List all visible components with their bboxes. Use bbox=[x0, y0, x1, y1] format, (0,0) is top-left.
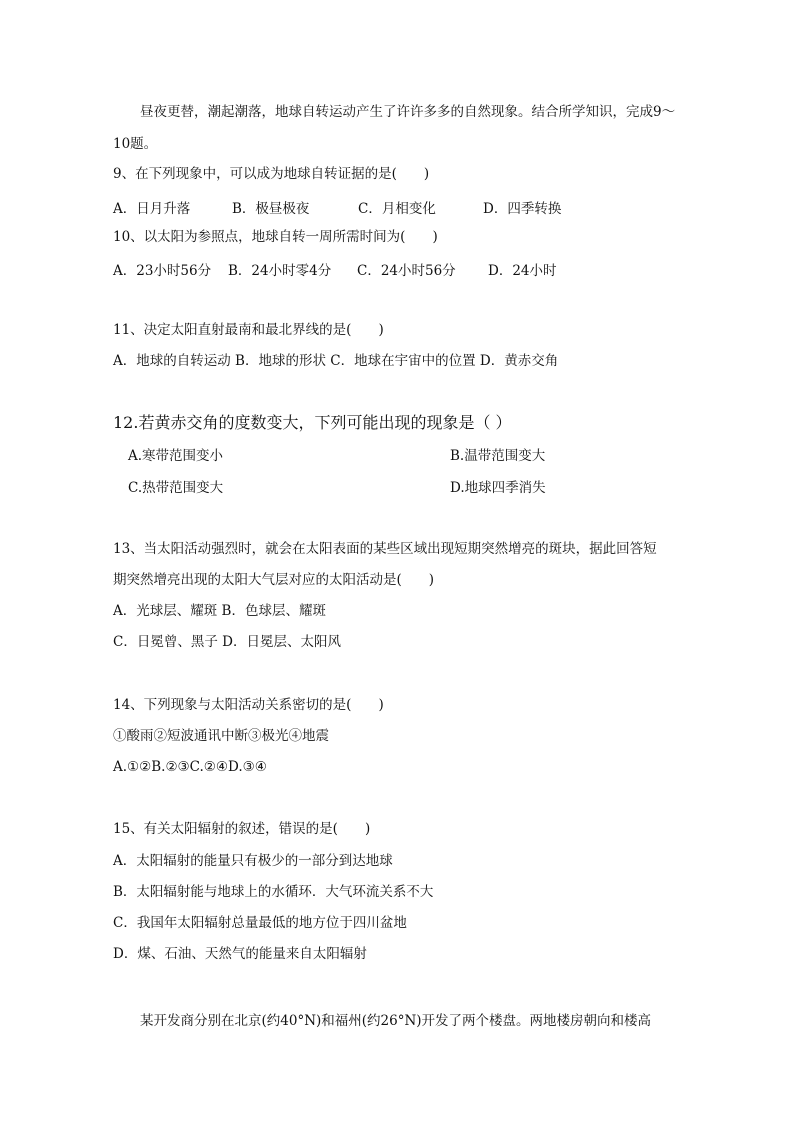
q15-option-c: C．我国年太阳辐射总量最低的地方位于四川盆地 bbox=[113, 915, 407, 931]
q9-option-d: D．四季转换 bbox=[483, 201, 562, 217]
q10-option-a: A．23小时56分 bbox=[113, 263, 212, 279]
q12-option-c: C.热带范围变大 bbox=[128, 480, 224, 496]
q9-option-a: A．日月升落 bbox=[113, 201, 191, 217]
q15-option-b: B．太阳辐射能与地球上的水循环．大气环流关系不大 bbox=[113, 884, 434, 900]
q13-stem-line-1: 13、当太阳活动强烈时，就会在太阳表面的某些区域出现短期突然增亮的斑块，据此回答短 bbox=[113, 541, 657, 557]
q11-stem: 11、决定太阳直射最南和最北界线的是( ) bbox=[113, 322, 384, 338]
q10-option-d: D．24小时 bbox=[488, 263, 557, 279]
q15-option-d: D．煤、石油、天然气的能量来自太阳辐射 bbox=[113, 946, 367, 962]
intro-line-1: 昼夜更替，潮起潮落，地球自转运动产生了许许多多的自然现象。结合所学知识，完成9～ bbox=[140, 104, 676, 120]
q9-option-c: C．月相变化 bbox=[358, 201, 436, 217]
q10-option-b: B．24小时零4分 bbox=[228, 263, 332, 279]
outro-line-1: 某开发商分别在北京(约40°N)和福州(约26°N)开发了两个楼盘。两地楼房朝向和楼高 bbox=[140, 1013, 652, 1029]
q14-options: A.①②B.②③C.②④D.③④ bbox=[113, 759, 267, 775]
q14-stem: 14、下列现象与太阳活动关系密切的是( ) bbox=[113, 697, 384, 713]
q10-option-c: C．24小时56分 bbox=[357, 263, 456, 279]
q12-option-d: D.地球四季消失 bbox=[450, 480, 546, 496]
q13-options-line-1: A．光球层、耀斑 B．色球层、耀斑 bbox=[113, 603, 326, 619]
q12-stem: 12.若黄赤交角的度数变大，下列可能出现的现象是（ ） bbox=[113, 413, 512, 432]
intro-line-2: 10题。 bbox=[113, 136, 158, 152]
q10-stem: 10、以太阳为参照点，地球自转一周所需时间为( ) bbox=[113, 229, 438, 245]
q9-stem: 9、在下列现象中，可以成为地球自转证据的是( ) bbox=[113, 166, 430, 182]
q15-option-a: A．太阳辐射的能量只有极少的一部分到达地球 bbox=[113, 853, 393, 869]
q12-option-b: B.温带范围变大 bbox=[450, 448, 546, 464]
q11-options: A．地球的自转运动 B．地球的形状 C．地球在宇宙中的位置 D．黄赤交角 bbox=[113, 353, 559, 369]
q12-option-a: A.寒带范围变小 bbox=[128, 448, 224, 464]
q14-items: ①酸雨②短波通讯中断③极光④地震 bbox=[113, 728, 329, 744]
q15-stem: 15、有关太阳辐射的叙述，错误的是( ) bbox=[113, 821, 371, 837]
q13-stem-line-2: 期突然增亮出现的太阳大气层对应的太阳活动是( ) bbox=[113, 572, 435, 588]
q9-option-b: B．极昼极夜 bbox=[232, 201, 310, 217]
q13-options-line-2: C．日冕曾、黑子 D．日冕层、太阳风 bbox=[113, 634, 341, 650]
